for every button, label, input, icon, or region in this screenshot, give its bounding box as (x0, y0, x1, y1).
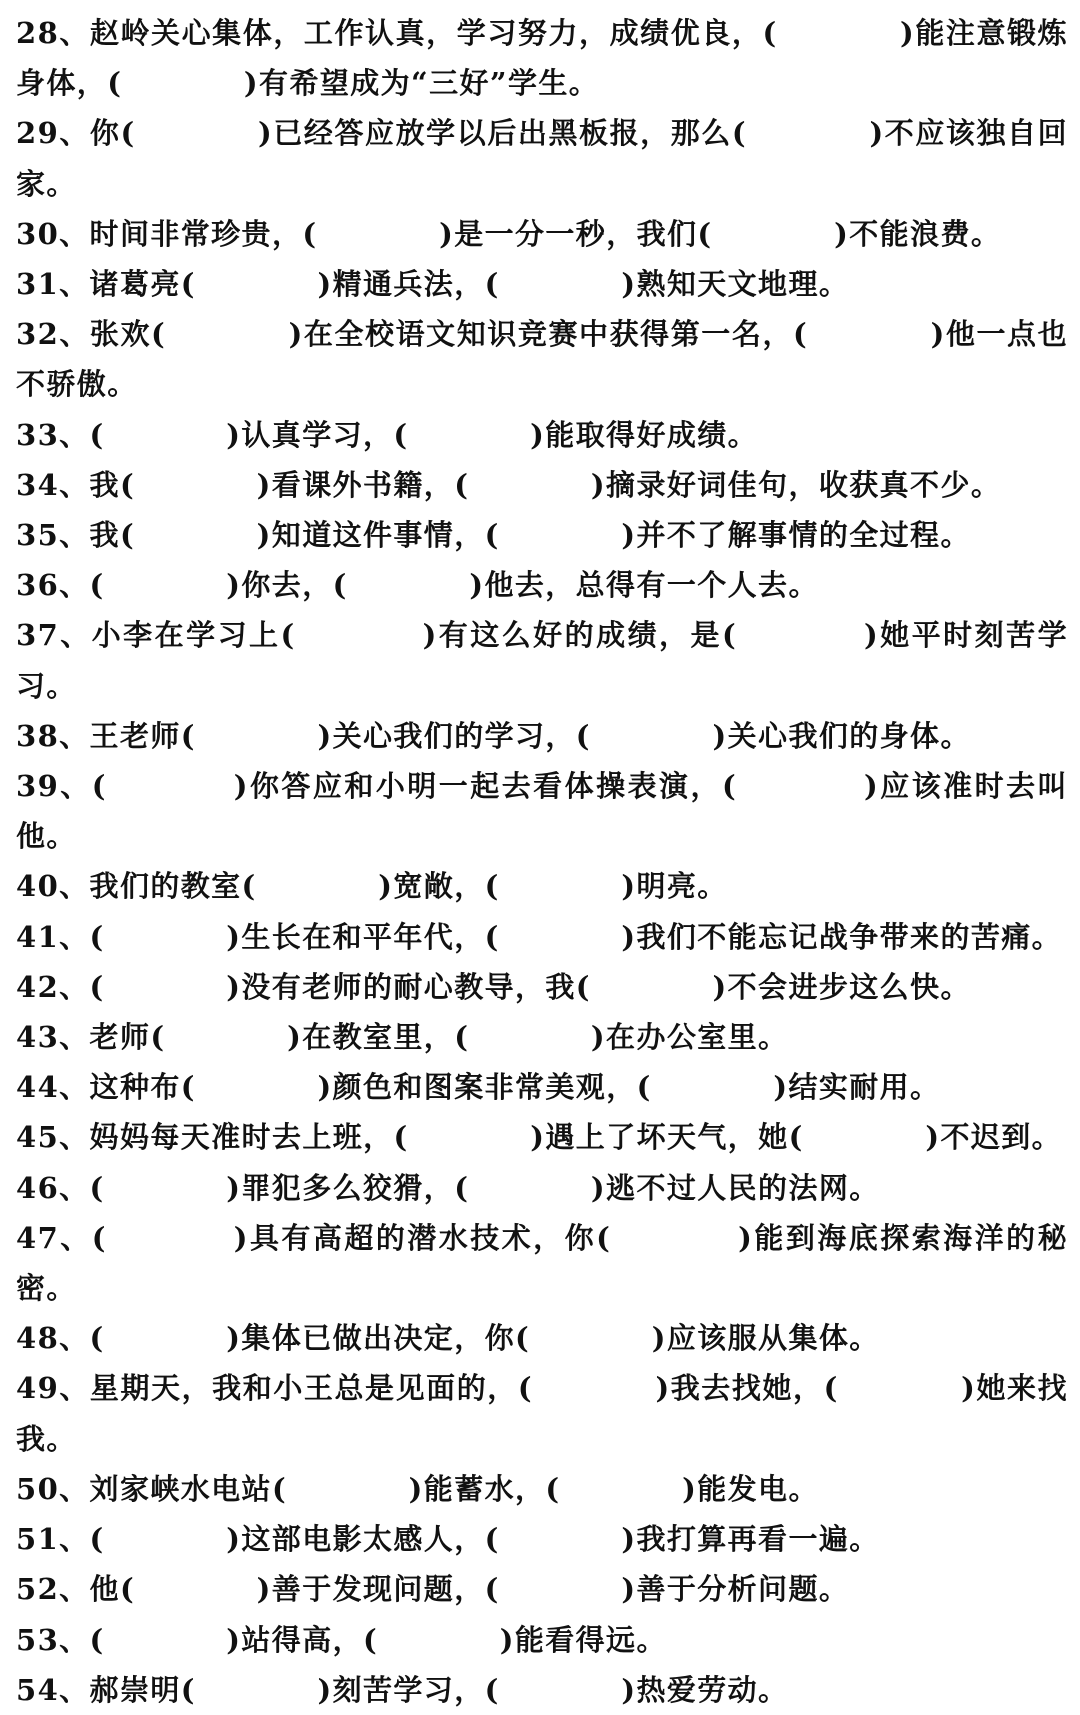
question-42: 42、( )没有老师的耐心教导，我( )不会进步这么快。 (16, 969, 971, 1004)
question-35: 35、我( )知道这件事情，( )并不了解事情的全过程。 (16, 518, 971, 553)
question-34: 34、我( )看课外书籍，( )摘录好词佳句，收获真不少。 (16, 467, 1002, 502)
question-38: 38、王老师( )关心我们的学习，( )关心我们的身体。 (16, 718, 971, 753)
question-29: 29、你( )已经答应放学以后出黑板报，那么( )不应该独自回家。 (16, 116, 1068, 201)
worksheet (16, 8, 1068, 1715)
question-31: 31、诸葛亮( )精通兵法，( )熟知天文地理。 (16, 267, 850, 302)
question-53: 53、( )站得高，( )能看得远。 (16, 1622, 667, 1657)
question-47: 47、( )具有高超的潜水技术，你( )能到海底探索海洋的秘密。 (16, 1220, 1068, 1306)
question-54: 54、郝崇明( )刻苦学习，( )热爱劳动。 (16, 1672, 789, 1707)
question-36: 36、( )你去，( )他去，总得有一个人去。 (16, 568, 819, 603)
question-52: 52、他( )善于发现问题，( )善于分析问题。 (16, 1572, 850, 1607)
question-28: 28、赵岭关心集体，工作认真，学习努力，成绩优良，( )能注意锻炼身体，( )有希望成为“三好”学生。 (16, 16, 1068, 101)
question-33: 33、( )认真学习，( )能取得好成绩。 (16, 417, 759, 452)
question-32: 32、张欢( )在全校语文知识竞赛中获得第一名，( )他一点也不骄傲。 (16, 317, 1068, 402)
question-49: 49、星期天，我和小王总是见面的，( )我去找她，( )她来找我。 (16, 1371, 1068, 1456)
question-39: 39、( )你答应和小明一起去看体操表演，( )应该准时去叫他。 (16, 769, 1068, 854)
question-46: 46、( )罪犯多么狡猾，( )逃不过人民的法网。 (16, 1170, 880, 1205)
question-41: 41、( )生长在和平年代，( )我们不能忘记战争带来的苦痛。 (16, 919, 1063, 954)
question-48: 48、( )集体已做出决定，你( )应该服从集体。 (16, 1321, 880, 1356)
question-50: 50、刘家峡水电站( )能蓄水，( )能发电。 (16, 1471, 819, 1506)
question-51: 51、( )这部电影太感人，( )我打算再看一遍。 (16, 1522, 880, 1557)
question-40: 40、我们的教室( )宽敞，( )明亮。 (16, 869, 728, 904)
question-44: 44、这种布( )颜色和图案非常美观，( )结实耐用。 (16, 1070, 941, 1105)
question-43: 43、老师( )在教室里，( )在办公室里。 (16, 1020, 789, 1055)
question-45: 45、妈妈每天准时去上班，( )遇上了坏天气，她( )不迟到。 (16, 1120, 1063, 1155)
question-37: 37、小李在学习上( )有这么好的成绩，是( )她平时刻苦学习。 (16, 618, 1068, 703)
question-30: 30、时间非常珍贵，( )是一分一秒，我们( )不能浪费。 (16, 216, 1002, 251)
